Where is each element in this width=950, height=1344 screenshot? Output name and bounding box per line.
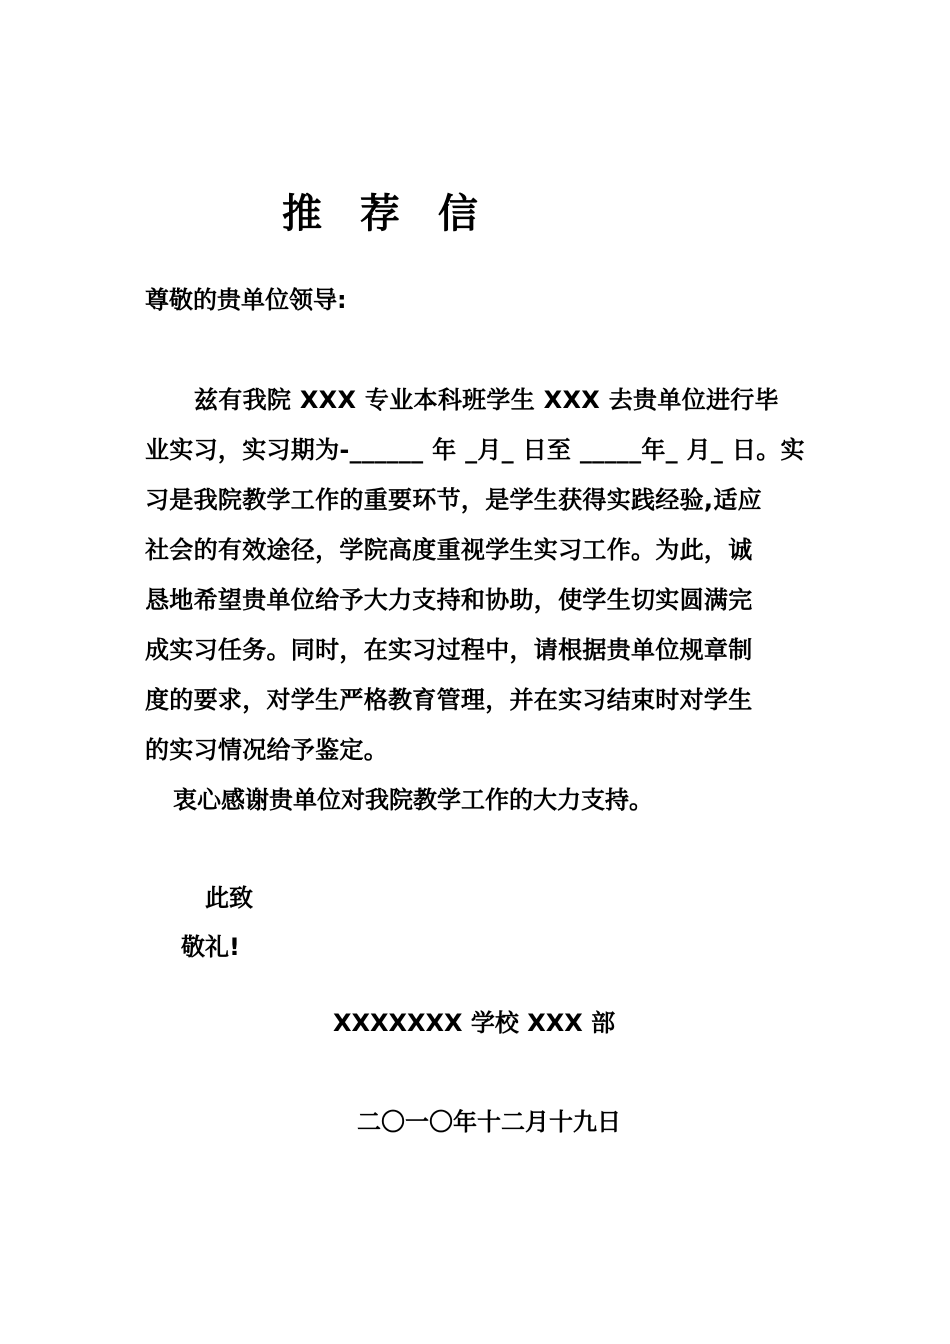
letter-date: 二〇一〇年十二月十九日: [357, 1108, 621, 1136]
salutation: 尊敬的贵单位领导:: [145, 286, 347, 314]
body-line: 成实习任务。同时，在实习过程中，请根据贵单位规章制: [145, 636, 753, 664]
signature-organization: XXXXXXX 学校 XXX 部: [333, 1009, 616, 1037]
thanks-line: 衷心感谢贵单位对我院教学工作的大力支持。: [173, 786, 653, 814]
body-paragraph: [145, 380, 825, 780]
closing-jingli: 敬礼!: [181, 933, 240, 961]
body-line: 度的要求，对学生严格教育管理，并在实习结束时对学生: [145, 686, 753, 714]
letter-title: 推 荐 信: [282, 191, 490, 237]
closing-cizhi: 此致: [205, 884, 253, 912]
body-line: 兹有我院 XXX 专业本科班学生 XXX 去贵单位进行毕: [194, 386, 779, 414]
body-line: 业实习，实习期为-______ 年 _月_ 日至 _____年_ 月_ 日。实: [145, 436, 805, 464]
body-line: 的实习情况给予鉴定。: [145, 736, 388, 764]
body-line: 习是我院教学工作的重要环节，是学生获得实践经验,适应: [145, 486, 762, 514]
body-line: 社会的有效途径，学院高度重视学生实习工作。为此，诚: [145, 536, 753, 564]
body-line: 恳地希望贵单位给予大力支持和协助，使学生切实圆满完: [145, 586, 753, 614]
